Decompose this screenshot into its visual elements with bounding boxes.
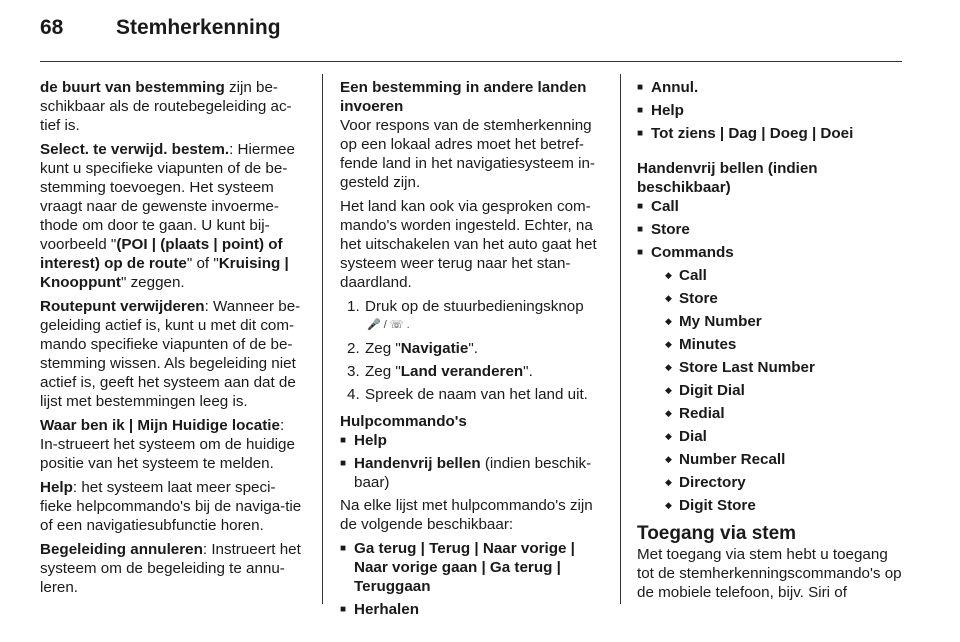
paragraph-help: Help: het systeem laat meer speci-fieke helpcommando's bij de naviga-tie of een navigatiesubfunctie horen. <box>40 479 302 534</box>
step-item: 3. Zeg "Land veranderen". <box>347 363 533 380</box>
header-rule <box>40 61 902 62</box>
list-item: ■ Tot ziens | Dag | Doeg | Doei <box>637 124 905 143</box>
heading-other-country: Een bestemming in andere landen invoeren <box>340 79 587 115</box>
list-item: ■ Ga terug | Terug | Naar vorige | Naar vorige gaan | Ga terug | Teruggaan <box>340 539 606 596</box>
paragraph-remove-waypoint: Routepunt verwijderen: Wanneer be-geleiding actief is, kunt u met dit com-mando specifieke viapunten of de be-stemming wissen. Als begeleiding niet actief is, geeft het systeem aan dat de lijst met bestemmingen leeg is. <box>40 298 301 410</box>
general-commands-list <box>637 78 905 143</box>
handsfree-commands-list <box>637 197 905 515</box>
sublist-item: ◆ Redial <box>651 404 905 423</box>
list-item: ■ Help <box>637 101 905 120</box>
steps-list <box>340 297 606 404</box>
paragraph-select-delete: Select. te verwijd. bestem.: Hiermee kunt u specifieke viapunten of de be-stemming toevoegen. Het systeem vraagt naar de gewenste invoerme-thode om door te gaan. U kunt bij-voorbeeld "(POI | (plaats | point) of interest) op de route" of "Kruising | Knooppunt" zeggen. <box>40 141 295 291</box>
help-commands-list <box>340 431 606 492</box>
sublist-item: ◆ My Number <box>651 312 905 331</box>
sublist-item: ◆ Call <box>651 266 905 285</box>
heading-help-commands: Hulpcommando's <box>340 413 467 430</box>
list-item: ■ Call <box>637 197 905 216</box>
column-divider-1 <box>322 74 323 604</box>
paragraph-cancel-guidance: Begeleiding annuleren: Instrueert het systeem om de begeleiding te annu-leren. <box>40 541 301 596</box>
sublist-item: ◆ Store Last Number <box>651 358 905 377</box>
page-header <box>40 16 281 40</box>
step-item: 2. Zeg "Navigatie". <box>347 340 478 357</box>
available-commands-list <box>340 539 606 619</box>
list-item: ■ Annul. <box>637 78 905 97</box>
section-title-voice-access: Toegang via stem <box>637 523 797 544</box>
list-item: ■ Help <box>340 431 606 450</box>
column-3 <box>637 78 905 607</box>
paragraph-destination-vicinity: de buurt van bestemming zijn be-schikbaar als de routebegeleiding ac-tief is. <box>40 79 292 134</box>
step-item: 1. Druk op de stuurbedieningsknop 🎤 / ☏ . <box>340 297 606 335</box>
list-item: ■ Store <box>637 220 905 239</box>
sublist-item: ◆ Dial <box>651 427 905 446</box>
sublist-item: ◆ Minutes <box>651 335 905 354</box>
page-number: 68 <box>40 16 64 39</box>
paragraph-where-am-i: Waar ben ik | Mijn Huidige locatie: In-strueert het systeem om de huidige positie van het systeem te melden. <box>40 417 295 472</box>
list-item: ■ Herhalen <box>340 600 606 619</box>
step-item: 4. Spreek de naam van het land uit. <box>347 386 588 403</box>
microphone-phone-icon: 🎤 / ☏ . <box>367 319 410 331</box>
column-2 <box>340 78 606 623</box>
sublist-item: ◆ Digit Store <box>651 496 905 515</box>
sublist-item: ◆ Digit Dial <box>651 381 905 400</box>
page-title: Stemherkenning <box>116 16 281 39</box>
paragraph-available-after: Na elke lijst met hulpcommando's zijn de volgende beschikbaar: <box>340 497 593 533</box>
paragraph-voice-access: Met toegang via stem hebt u toegang tot de stemherkenningscommando's op de mobiele telefoon, bijv. Siri of <box>637 546 902 601</box>
sublist-item: ◆ Store <box>651 289 905 308</box>
commands-sublist <box>651 266 905 515</box>
paragraph-local-address: Voor respons van de stemherkenning op een lokaal adres moet het betref-fende land in het navigatiesysteem in-gesteld zijn. <box>340 117 595 191</box>
column-divider-2 <box>620 74 621 604</box>
paragraph-country-voice: Het land kan ook via gesproken com-mando's worden ingesteld. Echter, na het uitschakelen van het auto gaat het systeem weer terug naar het stan-daardland. <box>340 198 597 291</box>
heading-handsfree: Handenvrij bellen (indien beschikbaar) <box>637 160 818 196</box>
sublist-item: ◆ Number Recall <box>651 450 905 469</box>
column-1 <box>40 78 306 602</box>
list-item: ■ Commands ◆ Call ◆ Store ◆ My Number ◆ Minutes ◆ Store Last Number ◆ Digit Dial ◆ Redial ◆ Dial ◆ Number Recall ◆ Directory ◆ Digit Store <box>637 243 905 515</box>
list-item: ■ Handenvrij bellen (indien beschik-baar) <box>340 454 606 492</box>
sublist-item: ◆ Directory <box>651 473 905 492</box>
